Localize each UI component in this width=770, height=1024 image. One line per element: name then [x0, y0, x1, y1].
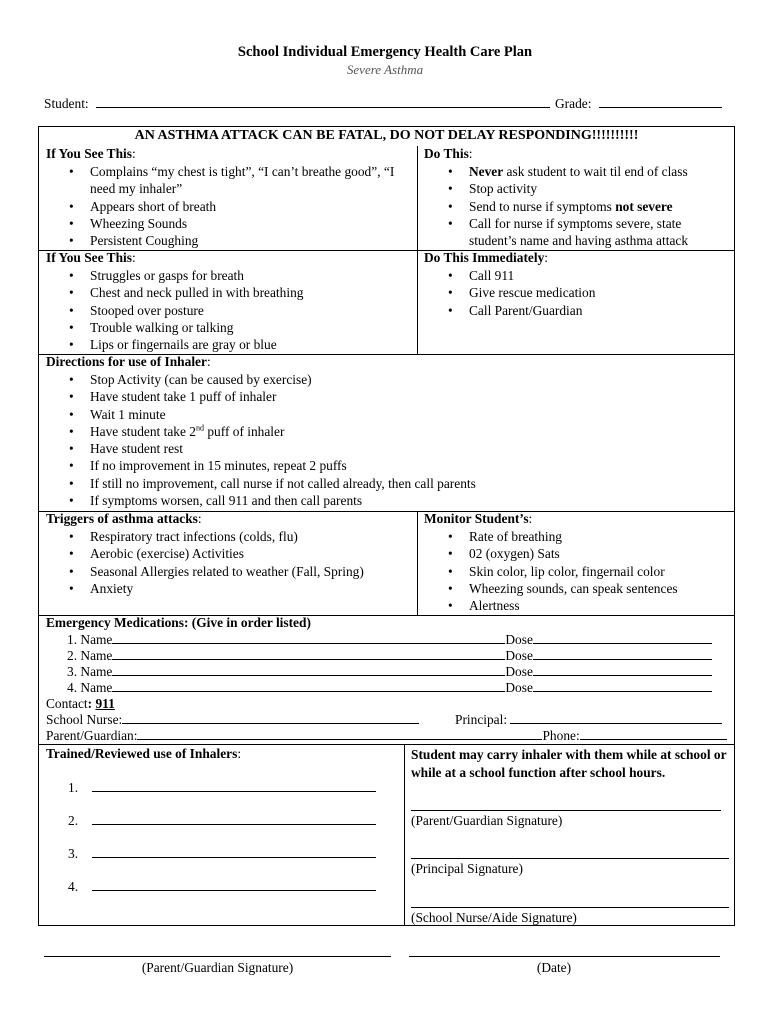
medication-name-field[interactable] — [112, 680, 505, 692]
trained-name-field[interactable] — [92, 813, 376, 825]
student-label: Student: — [44, 96, 89, 111]
footer-parent-signature-label: (Parent/Guardian Signature) — [141, 960, 294, 975]
trained-row: 3. — [68, 846, 376, 862]
medication-name-field[interactable] — [112, 632, 505, 644]
list-item: • Respiratory tract infections (colds, flu) — [90, 528, 412, 545]
footer-date-line[interactable] — [409, 956, 720, 957]
phone-field[interactable] — [580, 728, 727, 740]
carry-statement: Student may carry inhaler with them while at school or while at a school function after school hours. — [411, 747, 727, 780]
list-item: • Stop activity — [469, 180, 731, 197]
emergency-number: 911 — [95, 696, 115, 711]
medication-dose-field[interactable] — [533, 648, 712, 660]
footer-date-label: (Date) — [536, 960, 572, 975]
see-this-list — [90, 163, 412, 249]
warning-banner: AN ASTHMA ATTACK CAN BE FATAL, DO NOT DELAY RESPONDING!!!!!!!!!! — [134, 128, 639, 143]
nurse-signature-label: (School Nurse/Aide Signature) — [411, 910, 577, 925]
parent-field[interactable] — [137, 728, 542, 740]
rule — [39, 744, 734, 745]
school-nurse-field[interactable] — [122, 712, 419, 724]
medication-row: 3. Name Dose — [67, 664, 712, 680]
medication-dose-field[interactable] — [533, 632, 712, 644]
list-item: • Appears short of breath — [90, 198, 412, 215]
list-item: • Seasonal Allergies related to weather (Fall, Spring) — [90, 563, 412, 580]
monitor-heading: Monitor Student’s: — [424, 511, 533, 526]
trained-row: 2. — [68, 813, 376, 829]
column-divider — [404, 744, 405, 926]
medication-name-field[interactable] — [112, 664, 505, 676]
parent-signature-label: (Parent/Guardian Signature) — [411, 813, 563, 828]
student-field[interactable] — [96, 96, 550, 108]
parent-signature-line[interactable] — [411, 810, 721, 811]
do-this-heading: Do This: — [424, 146, 473, 161]
triggers-list — [90, 528, 412, 597]
document-subtitle: Severe Asthma — [346, 62, 424, 77]
list-item: • Chest and neck pulled in with breathing — [90, 284, 412, 301]
principal-signature-label: (Principal Signature) — [411, 861, 523, 876]
list-item: • Alertness — [469, 597, 731, 614]
list-item: • Lips or fingernails are gray or blue — [90, 336, 412, 353]
list-item: • Wheezing sounds, can speak sentences — [469, 580, 731, 597]
grade-label: Grade: — [555, 96, 592, 111]
inhaler-steps — [90, 371, 720, 509]
list-item: • If no improvement in 15 minutes, repeat 2 puffs — [90, 457, 720, 474]
list-item: • Wait 1 minute — [90, 406, 720, 423]
list-item: • Give rescue medication — [469, 284, 731, 301]
medication-row: 2. Name Dose — [67, 648, 712, 664]
contact-row: Contact: 911 — [46, 696, 115, 711]
list-item: • Have student rest — [90, 440, 720, 457]
medication-name-field[interactable] — [112, 648, 505, 660]
principal-row: Principal: — [455, 712, 722, 728]
list-item: • Never ask student to wait til end of class — [469, 163, 731, 180]
document-title: School Individual Emergency Health Care Plan — [237, 44, 533, 60]
see-this-heading-2: If You See This: — [46, 250, 136, 265]
list-item: • Stooped over posture — [90, 302, 412, 319]
grade-field[interactable] — [599, 96, 722, 108]
do-immediately-list — [469, 267, 731, 319]
list-item: • Aerobic (exercise) Activities — [90, 545, 412, 562]
trained-name-field[interactable] — [92, 780, 376, 792]
list-item: • Have student take 2nd puff of inhaler — [90, 423, 720, 440]
parent-row: Parent/Guardian: Phone: — [46, 728, 727, 744]
footer-parent-signature-line[interactable] — [44, 956, 391, 957]
plan-table — [38, 126, 735, 926]
inhaler-heading: Directions for use of Inhaler: — [46, 354, 211, 369]
medication-dose-field[interactable] — [533, 680, 712, 692]
monitor-list — [469, 528, 731, 614]
list-item: • Anxiety — [90, 580, 412, 597]
column-divider — [417, 146, 418, 354]
student-row — [44, 96, 550, 112]
list-item: • Complains “my chest is tight”, “I can’t breathe good”, “I need my inhaler” — [90, 163, 412, 198]
principal-signature-line[interactable] — [411, 858, 729, 859]
see-this-list-2 — [90, 267, 412, 353]
list-item: • Have student take 1 puff of inhaler — [90, 388, 720, 405]
do-this-immediately-heading: Do This Immediately: — [424, 250, 549, 265]
list-item: • Skin color, lip color, fingernail color — [469, 563, 731, 580]
medication-row: 4. Name Dose — [67, 680, 712, 696]
medication-dose-field[interactable] — [533, 664, 712, 676]
trained-name-field[interactable] — [92, 879, 376, 891]
list-item: • If symptoms worsen, call 911 and then call parents — [90, 492, 720, 509]
rule — [39, 250, 734, 251]
list-item: • Call Parent/Guardian — [469, 302, 731, 319]
see-this-heading: If You See This: — [46, 146, 136, 161]
trained-row: 1. — [68, 780, 376, 796]
principal-field[interactable] — [510, 712, 722, 724]
list-item: • Rate of breathing — [469, 528, 731, 545]
list-item: • Struggles or gasps for breath — [90, 267, 412, 284]
grade-row — [555, 96, 722, 112]
list-item: • Stop Activity (can be caused by exercise) — [90, 371, 720, 388]
list-item: • Trouble walking or talking — [90, 319, 412, 336]
school-nurse-row: School Nurse: — [46, 712, 419, 728]
list-item: • Send to nurse if symptoms not severe — [469, 198, 731, 215]
list-item: • 02 (oxygen) Sats — [469, 545, 731, 562]
list-item: • Call for nurse if symptoms severe, state student’s name and having asthma attack — [469, 215, 731, 250]
nurse-signature-line[interactable] — [411, 907, 729, 908]
do-this-list — [469, 163, 731, 249]
medication-row: 1. Name Dose — [67, 632, 712, 648]
trained-name-field[interactable] — [92, 846, 376, 858]
column-divider — [417, 511, 418, 615]
triggers-heading: Triggers of asthma attacks: — [46, 511, 202, 526]
list-item: • Persistent Coughing — [90, 232, 412, 249]
trained-heading: Trained/Reviewed use of Inhalers: — [46, 746, 242, 761]
list-item: • Call 911 — [469, 267, 731, 284]
list-item: • If still no improvement, call nurse if not called already, then call parents — [90, 475, 720, 492]
trained-row: 4. — [68, 879, 376, 895]
medications-heading: Emergency Medications: (Give in order listed) — [46, 615, 311, 630]
list-item: • Wheezing Sounds — [90, 215, 412, 232]
